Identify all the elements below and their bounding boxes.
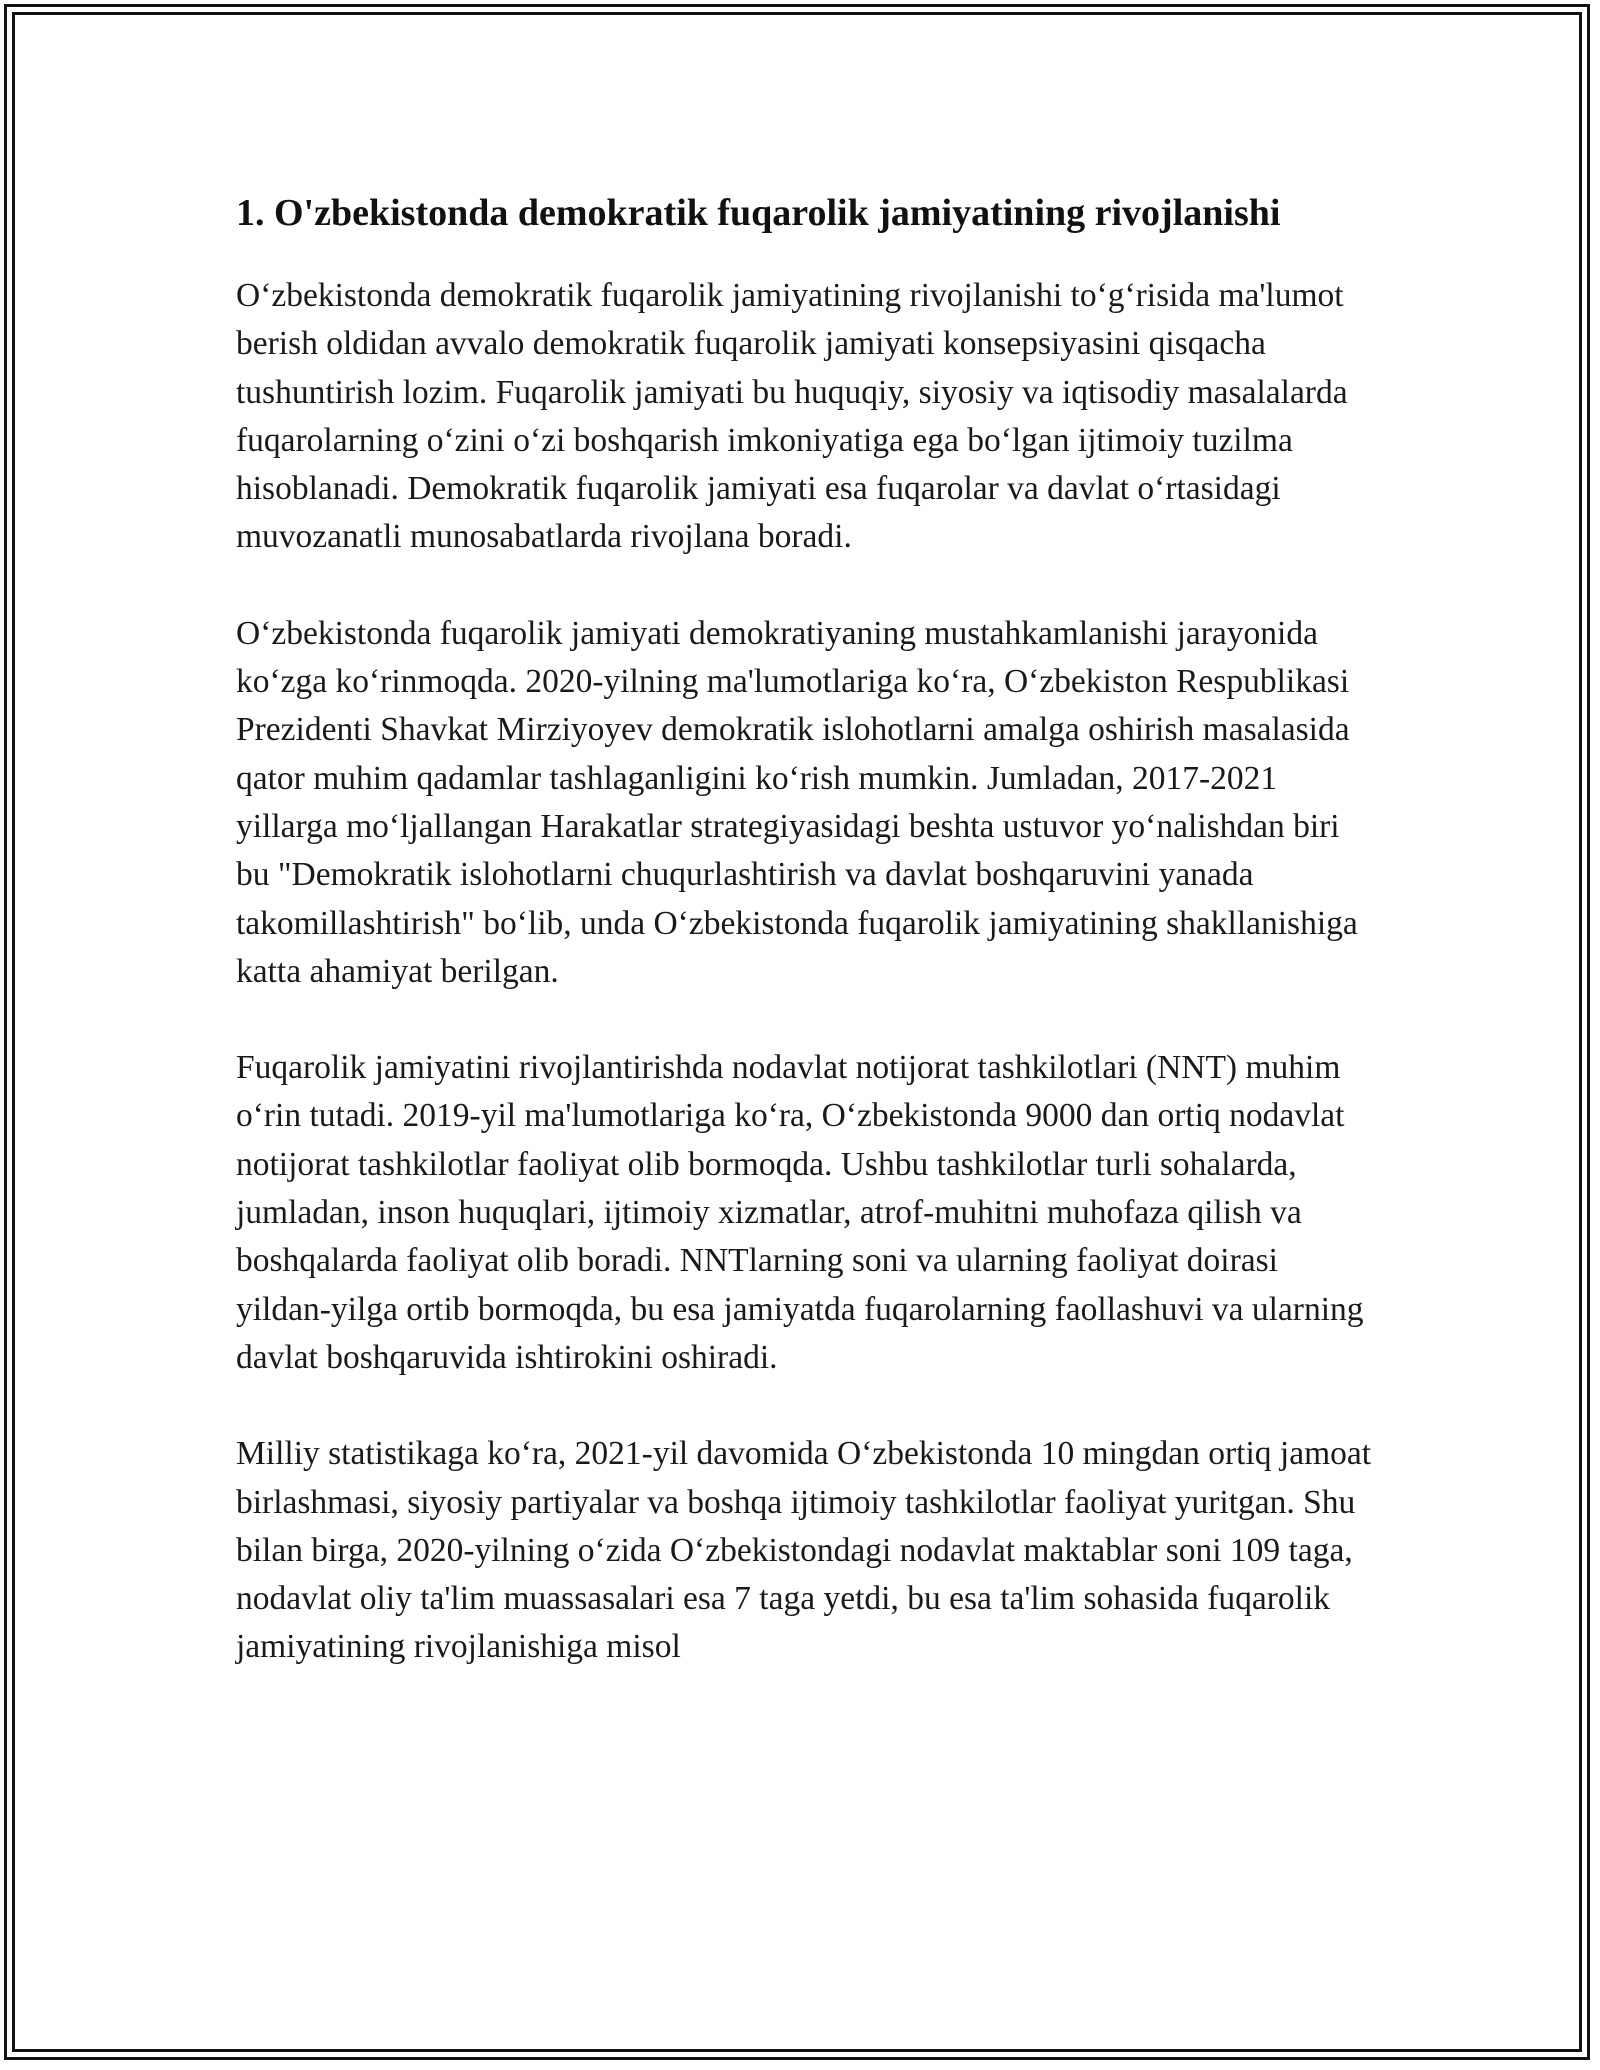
document-title: 1. O'zbekistonda demokratik fuqarolik jamiyatining rivojlanishi xyxy=(236,192,1281,234)
paragraph-2: O‘zbekistonda fuqarolik jamiyati demokratiyaning mustahkamlanishi jarayonida ko‘zga ko‘rinmoqda. 2020-yilning ma'lumotlariga ko‘ra, O‘zbekiston Respublikasi Prezidenti Shavkat Mirziyoyev demokratik islohotlarni amalga oshirish masalasida qator muhim qadamlar tashlaganligini ko‘rish mumkin. Jumladan, 2017-2021 yillarga mo‘ljallangan Harakatlar strategiyasidagi beshta ustuvor yo‘nalishdan biri bu "Demokratik islohotlarni chuqurlashtirish va davlat boshqaruvini yanada takomillashtirish" bo‘lib, unda O‘zbekistonda fuqarolik jamiyatining shakllanishiga katta ahamiyat berilgan. xyxy=(236,614,1358,990)
paragraph-3: Fuqarolik jamiyatini rivojlantirishda nodavlat notijorat tashkilotlari (NNT) muhim o‘rin tutadi. 2019-yil ma'lumotlariga ko‘ra, O‘zbekistonda 9000 dan ortiq nodavlat notijorat tashkilotlar faoliyat olib bormoqda. Ushbu tashkilotlar turli sohalarda, jumladan, inson huquqlari, ijtimoiy xizmatlar, atrof-muhitni muhofaza qilish va boshqalarda faoliyat olib boradi. NNTlarning soni va ularning faoliyat doirasi yildan-yilga ortib bormoqda, bu esa jamiyatda fuqarolarning faollashuvi va ularning davlat boshqaruvida ishtirokini oshiradi. xyxy=(236,1049,1364,1376)
paragraph-1: O‘zbekistonda demokratik fuqarolik jamiyatining rivojlanishi to‘g‘risida ma'lumot berish oldidan avvalo demokratik fuqarolik jamiyati konsepsiyasini qisqacha tushuntirish lozim. Fuqarolik jamiyati bu huquqiy, siyosiy va iqtisodiy masalalarda fuqarolarning o‘zini o‘zi boshqarish imkoniyatiga ega bo‘lgan ijtimoiy tuzilma hisoblanadi. Demokratik fuqarolik jamiyati esa fuqarolar va davlat o‘rtasidagi muvozanatli munosabatlarda rivojlana boradi. xyxy=(236,277,1348,556)
document-body xyxy=(236,186,1376,1720)
paragraph-4: Milliy statistikaga ko‘ra, 2021-yil davomida O‘zbekistonda 10 mingdan ortiq jamoat birlashmasi, siyosiy partiyalar va boshqa ijtimoiy tashkilotlar faoliyat yuritgan. Shu bilan birga, 2020-yilning o‘zida O‘zbekistondagi nodavlat maktablar soni 109 taga, nodavlat oliy ta'lim muassasalari esa 7 taga yetdi, bu esa ta'lim sohasida fuqarolik jamiyatining rivojlanishiga misol xyxy=(236,1435,1372,1666)
